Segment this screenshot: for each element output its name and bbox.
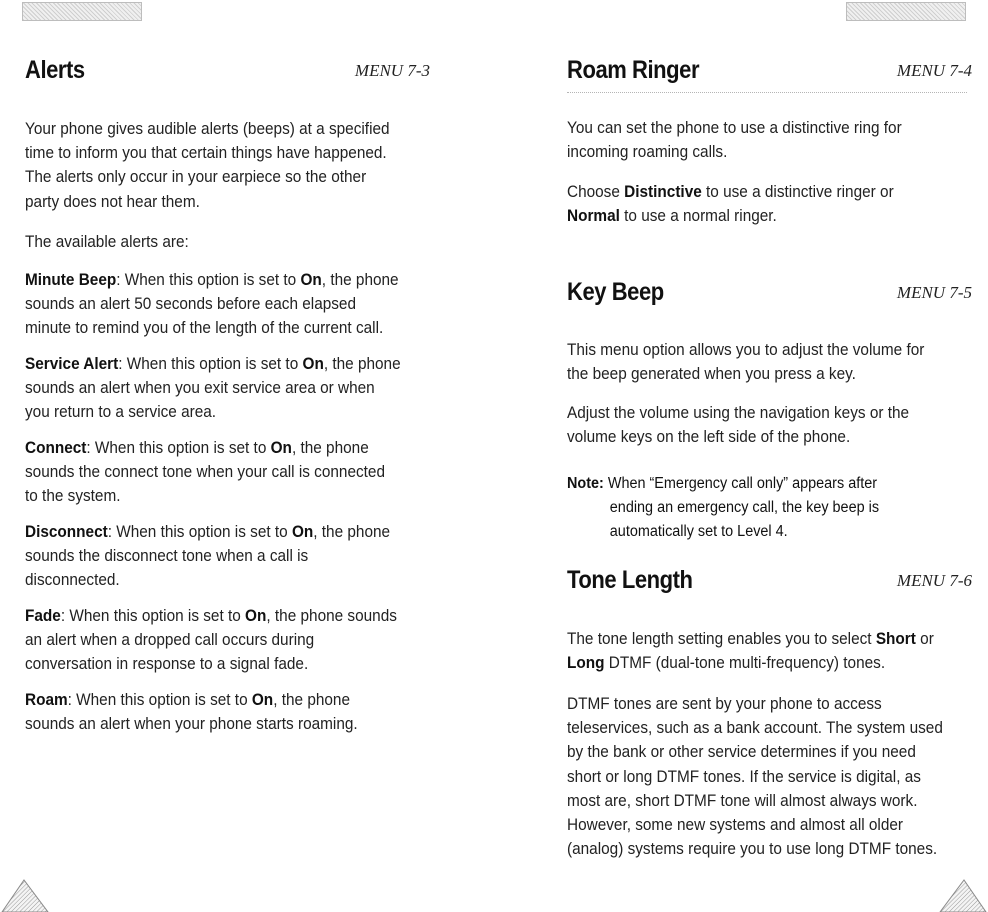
alert-item-minute-beep: Minute Beep: When this option is set to On, the phone sounds an alert 50 seconds before each elapsed minute to remind you of the length of the current call. [25,271,399,338]
alert-item-service-alert: Service Alert: When this option is set to On, the phone sounds an alert when you exit service area or when you return to a service area. [25,355,401,422]
tone-length-menu-ref: MENU 7-6 [896,571,972,590]
alert-item-disconnect: Disconnect: When this option is set to On, the phone sounds the disconnect tone when a call is disconnected. [25,523,391,590]
header-tab-left [22,2,142,21]
alert-item-connect: Connect: When this option is set to On, the phone sounds the connect tone when your call is connected to the system. [25,439,385,506]
alerts-intro: Your phone gives audible alerts (beeps) at a specified time to inform you that certain things have happened. The alerts only occur in your earpiece so the other party does not hear them. [25,120,390,211]
alerts-heading [25,56,430,90]
roam-ringer-menu-ref: MENU 7-4 [896,61,972,80]
alert-item-fade: Fade: When this option is set to On, the phone sounds an alert when a dropped call occurs during conversation in response to a signal fade. [25,607,397,674]
key-beep-menu-ref: MENU 7-5 [896,283,972,302]
roam-ringer-heading [567,56,972,90]
alert-term: Disconnect [25,523,108,541]
alert-term: Service Alert [25,355,119,373]
key-beep-desc: This menu option allows you to adjust the volume for the beep generated when you press a key. [567,341,925,384]
roam-ringer-title: Roam Ringer [567,56,700,84]
key-beep-title: Key Beep [567,278,664,306]
roam-ringer-desc: You can set the phone to use a distinctive ring for incoming roaming calls. [567,119,902,162]
alert-term: Connect [25,439,87,457]
note-label: Note: [567,475,604,492]
tone-length-heading [567,566,972,600]
alert-item-roam: Roam: When this option is set to On, the phone sounds an alert when your phone starts roaming. [25,691,358,734]
roam-ringer-options: Choose Distinctive to use a distinctive ringer or Normal to use a normal ringer. [567,183,894,226]
alert-term: Fade [25,607,61,625]
tone-length-desc: The tone length setting enables you to select Short or Long DTMF (dual-tone multi-frequency) tones. [567,630,934,673]
key-beep-heading [567,278,972,312]
alert-term: Roam [25,691,68,709]
key-beep-note: Note: When “Emergency call only” appears after ending an emergency call, the key beep is automatically set to Level 4. [567,472,911,544]
alerts-intro-2: The available alerts are: [25,233,189,251]
alerts-menu-ref: MENU 7-3 [354,61,430,80]
tone-length-dtmf: DTMF tones are sent by your phone to access teleservices, such as a bank account. The system used by the bank or other service determines if you need short or long DTMF tones. If the service is digital, as most are, short DTMF tone will almost always work. However, some new systems and almost all older (analog) systems require you to use long DTMF tones. [567,695,943,859]
note-body: ending an emergency call, the key beep is automatically set to Level 4. [609,499,880,540]
corner-triangle-right-icon [938,876,988,912]
alerts-title: Alerts [25,56,85,84]
header-tab-right [846,2,966,21]
tone-length-title: Tone Length [567,566,693,594]
alert-term: Minute Beep [25,271,117,289]
corner-triangle-left-icon [0,876,50,912]
divider [567,92,967,94]
key-beep-adjust: Adjust the volume using the navigation keys or the volume keys on the left side of the phone. [567,404,910,447]
